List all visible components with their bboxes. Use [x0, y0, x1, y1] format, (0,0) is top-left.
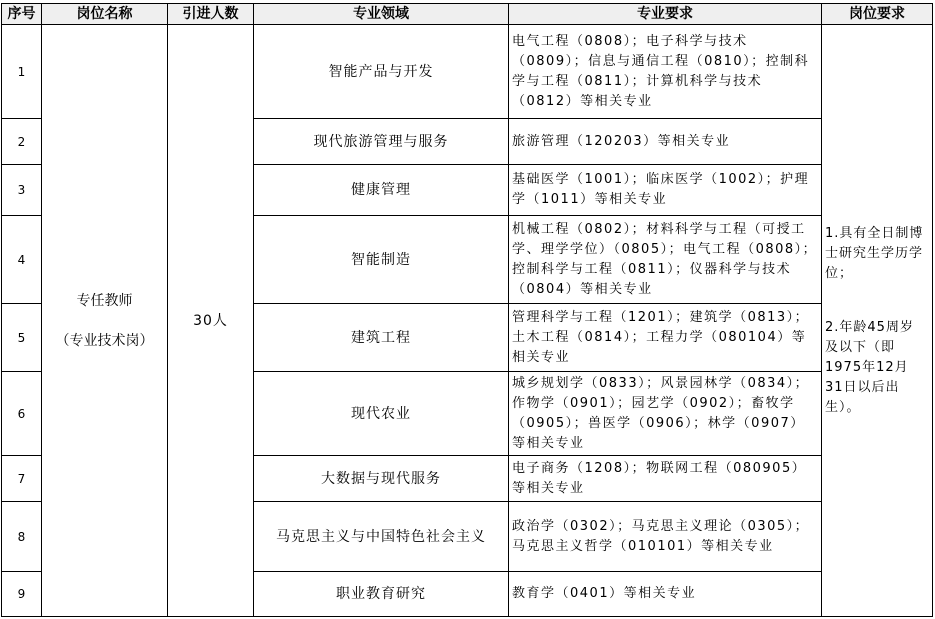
field-cell: 智能产品与开发 — [254, 25, 509, 119]
post-type: （专业技术岗） — [55, 332, 154, 349]
headcount-cell: 30人 — [168, 25, 254, 617]
post-name: 专任教师 — [76, 292, 133, 309]
field-cell: 现代农业 — [254, 372, 509, 456]
job-req-degree: 1.具有全日制博士研究生学历学位； — [825, 225, 924, 281]
major-req-cell: 城乡规划学（0833）；风景园林学（0834）；作物学（0901）；园艺学（0902）；畜牧学（0905）；兽医学（0906）；林学（0907）等相关专业 — [509, 372, 822, 456]
row-number: 4 — [2, 216, 42, 304]
major-req-cell: 旅游管理（120203）等相关专业 — [509, 119, 822, 165]
row-number: 1 — [2, 25, 42, 119]
job-req-cell — [822, 25, 933, 617]
header-row — [2, 4, 933, 25]
field-cell: 健康管理 — [254, 165, 509, 216]
major-req-cell: 电气工程（0808）；电子科学与技术（0809）；信息与通信工程（0810）；控制科学与工程（0811）；计算机科学与技术（0812）等相关专业 — [509, 25, 822, 119]
row-number: 6 — [2, 372, 42, 456]
row-number: 3 — [2, 165, 42, 216]
header-cell-count: 引进人数 — [168, 4, 254, 25]
field-cell: 马克思主义与中国特色社会主义 — [254, 502, 509, 572]
row-number: 9 — [2, 572, 42, 617]
row-number: 7 — [2, 456, 42, 502]
header-cell-field: 专业领域 — [254, 4, 509, 25]
major-req-cell: 电子商务（1208）；物联网工程（080905）等相关专业 — [509, 456, 822, 502]
field-cell: 职业教育研究 — [254, 572, 509, 617]
major-req-cell: 教育学（0401）等相关专业 — [509, 572, 822, 617]
field-cell: 大数据与现代服务 — [254, 456, 509, 502]
header-cell-post: 岗位名称 — [42, 4, 168, 25]
row-number: 8 — [2, 502, 42, 572]
job-req-age: 2.年龄45周岁及以下（即1975年12月31日以后出生）。 — [825, 319, 914, 415]
header-cell-major-req: 专业要求 — [509, 4, 822, 25]
field-cell: 智能制造 — [254, 216, 509, 304]
post-name-cell — [42, 25, 168, 617]
major-req-cell: 机械工程（0802）；材料科学与工程（可授工学、理学学位）（0805）；电气工程（0808）；控制科学与工程（0811）；仪器科学与技术（0804）等相关专业 — [509, 216, 822, 304]
major-req-cell: 政治学（0302）；马克思主义理论（0305）；马克思主义哲学（010101）等相关专业 — [509, 502, 822, 572]
recruitment-table — [1, 3, 933, 617]
row-number: 5 — [2, 304, 42, 372]
major-req-cell: 管理科学与工程（1201）；建筑学（0813）；土木工程（0814）；工程力学（080104）等相关专业 — [509, 304, 822, 372]
major-req-cell: 基础医学（1001）；临床医学（1002）；护理学（1011）等相关专业 — [509, 165, 822, 216]
row-number: 2 — [2, 119, 42, 165]
table-row — [2, 25, 933, 119]
header-cell-job-req: 岗位要求 — [822, 4, 933, 25]
field-cell: 建筑工程 — [254, 304, 509, 372]
field-cell: 现代旅游管理与服务 — [254, 119, 509, 165]
header-cell-no: 序号 — [2, 4, 42, 25]
